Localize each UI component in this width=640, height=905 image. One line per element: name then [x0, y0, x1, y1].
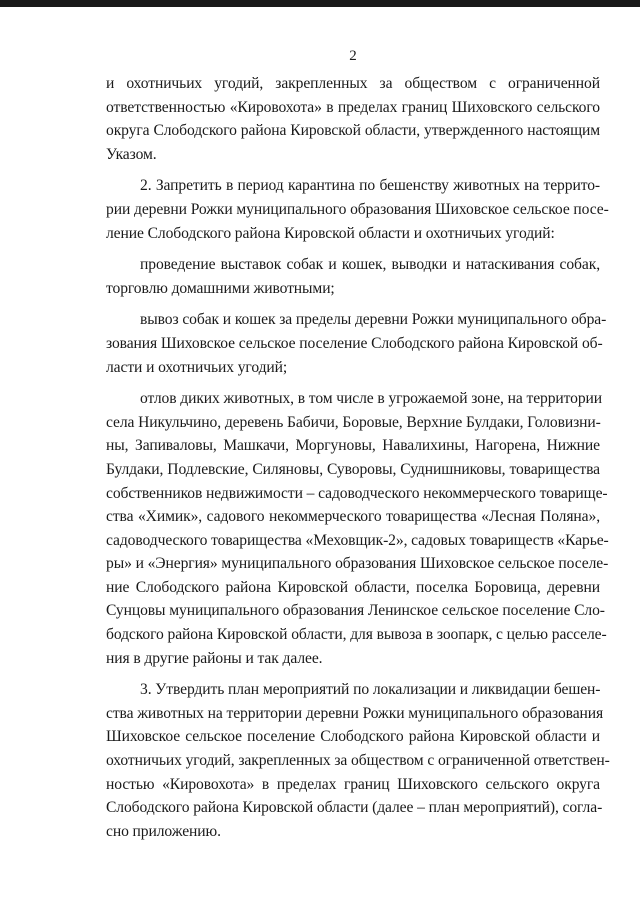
text-line: Указом.	[106, 145, 157, 163]
text-line: Сунцовы муниципального образования Ленинское сельское поселение Сло-	[106, 602, 605, 620]
text-line: собственников недвижимости – садоводческого некоммерческого товарище-	[106, 484, 608, 502]
text-line: проведение выставок собак и кошек, выводки и натаскивания собак,	[140, 256, 600, 274]
text-line: ры» и «Энергия» муниципального образования Шиховское сельское поселе-	[106, 555, 609, 573]
text-line: ства животных на территории деревни Рожки муниципального образования	[106, 704, 604, 722]
text-line: отлов диких животных, в том числе в угрожаемой зоне, на территории	[140, 390, 603, 408]
text-line: Булдаки, Подлевские, Силяновы, Суворовы, Суднишниковы, товарищества	[106, 460, 600, 478]
text-line: 2. Запретить в период карантина по бешенству животных на террито-	[140, 177, 600, 195]
text-line: ответственностью «Кировохота» в пределах границ Шиховского сельского	[106, 98, 600, 116]
text-line: ние Слободского района Кировской области, поселка Боровица, деревни	[106, 578, 600, 596]
page-number: 2	[349, 48, 357, 64]
paragraph-item-2	[106, 174, 609, 245]
text-line: ния в другие районы и так далее.	[106, 649, 323, 667]
text-line: торговлю домашними животными;	[106, 279, 335, 297]
text-line: и охотничьих угодий, закрепленных за обществом с ограниченной	[106, 75, 600, 92]
text-line: ление Слободского района Кировской области и охотничьих угодий:	[106, 224, 555, 242]
text-line: сно приложению.	[106, 822, 221, 840]
paragraph-continuation	[106, 72, 600, 166]
top-border-rule	[0, 0, 640, 7]
text-line: бодского района Кировской области, для вывоза в зоопарк, с целью расселе-	[106, 626, 607, 644]
text-line: округа Слободского района Кировской области, утвержденного настоящим	[106, 122, 600, 140]
text-line: садоводческого товарищества «Меховщик-2», садовых товариществ «Карье-	[106, 531, 609, 549]
text-line: Шиховское сельское поселение Слободского района Кировской области и	[106, 728, 600, 746]
text-line: 3. Утвердить план мероприятий по локализации и ликвидации бешен-	[140, 681, 601, 699]
document-page	[106, 46, 610, 843]
text-line: ны, Запиваловы, Машкачи, Моргуновы, Навалихины, Нагорена, Нижние	[106, 437, 600, 455]
text-line: зования Шиховское сельское поселение Слободского района Кировской об-	[106, 334, 603, 352]
paragraph-exhibitions	[106, 253, 600, 300]
paragraph-item-3	[106, 678, 610, 843]
text-line: охотничьих угодий, закрепленных за обществом с ограниченной ответствен-	[106, 752, 610, 770]
text-line: ласти и охотничьих угодий;	[106, 358, 288, 376]
text-line: ства «Химик», садового некоммерческого товарищества «Лесная Поляна»,	[106, 508, 600, 526]
text-line: рии деревни Рожки муниципального образования Шиховское сельское посе-	[106, 200, 609, 218]
paragraph-wild-animals	[106, 387, 609, 670]
paragraph-export	[106, 308, 607, 379]
text-line: вывоз собак и кошек за пределы деревни Рожки муниципального обра-	[140, 311, 607, 329]
text-line: ностью «Кировохота» в пределах границ Шиховского сельского округа	[106, 775, 600, 793]
text-line: села Никульчино, деревень Бабичи, Боровые, Верхние Булдаки, Головизни-	[106, 413, 601, 431]
text-line: Слободского района Кировской области (далее – план мероприятий), согла-	[106, 799, 603, 817]
